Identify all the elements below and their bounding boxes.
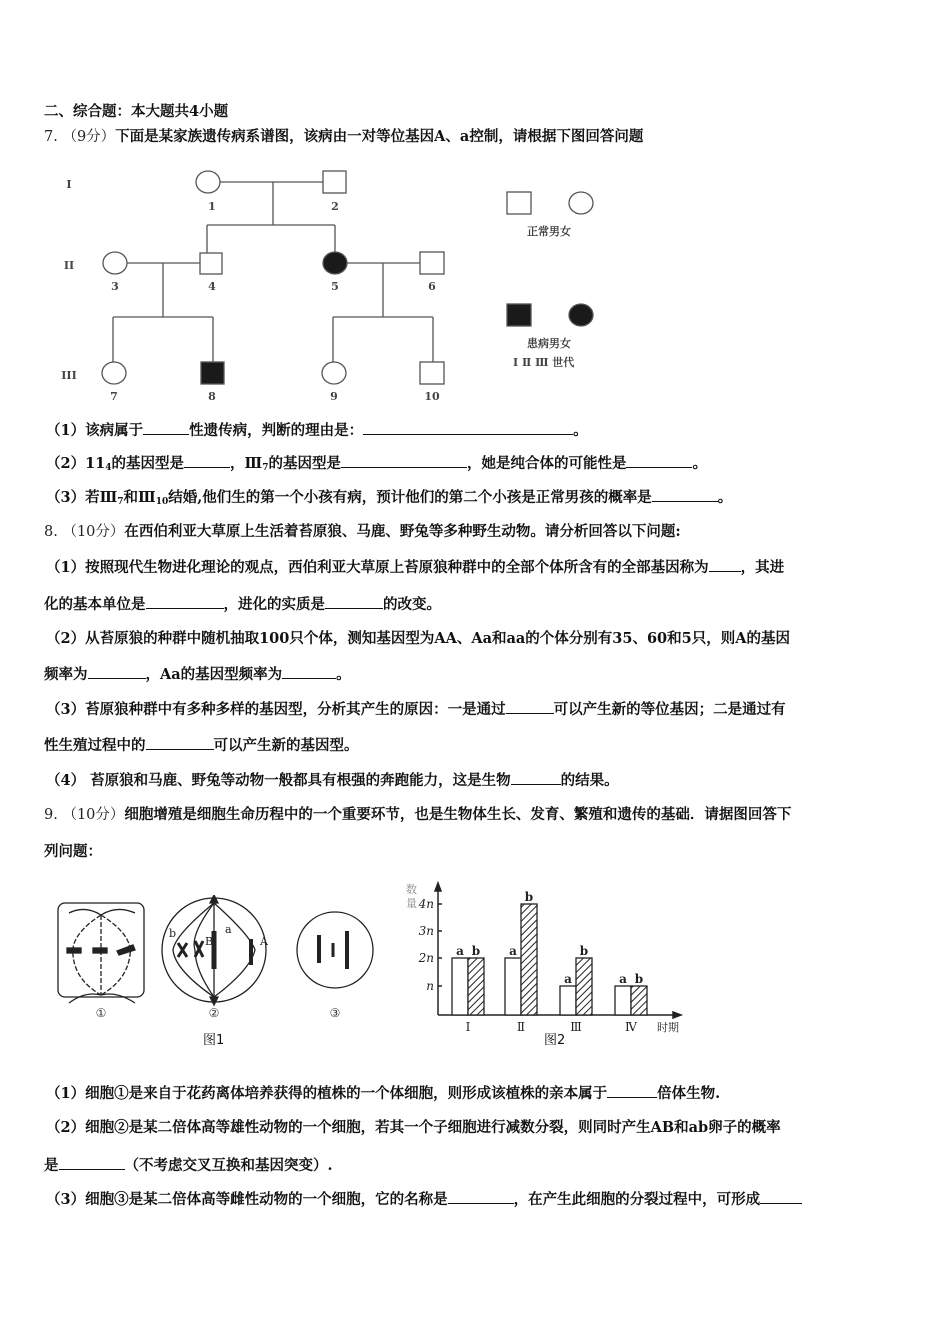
bar-I-a — [452, 958, 468, 1015]
answer-blank[interactable] — [448, 1189, 514, 1204]
bar-III-a — [560, 986, 576, 1015]
bar-III-b — [576, 958, 592, 1015]
bar-II-a — [505, 958, 521, 1015]
svg-text:7: 7 — [110, 390, 118, 403]
svg-text:4n: 4n — [418, 897, 434, 911]
q9-sub1: （1）细胞①是来自于花药离体培养获得的植株的一个体细胞，则形成该植株的亲本属于 倍体生物. — [46, 1085, 721, 1102]
svg-text:时期: 时期 — [657, 1021, 679, 1034]
individual-10-male — [420, 362, 444, 384]
svg-text:a: a — [456, 944, 464, 958]
svg-text:a: a — [225, 923, 232, 936]
svg-text:Ⅳ: Ⅳ — [625, 1020, 637, 1034]
individual-1-female — [196, 171, 220, 193]
svg-text:3n: 3n — [418, 924, 434, 938]
svg-text:b: b — [634, 972, 644, 986]
q8-sub3-line2: 性生殖过程中的 可以产生新的基因型。 — [44, 737, 359, 754]
answer-blank[interactable] — [88, 664, 146, 679]
q9-sub2-line2: 是 （不考虑交叉互换和基因突变）. — [44, 1157, 333, 1174]
legend-affected: 患病男女 — [527, 337, 571, 350]
q7-number: 7. — [44, 129, 58, 145]
bar-I-b — [468, 958, 484, 1015]
answer-blank[interactable] — [59, 1155, 125, 1170]
answer-blank[interactable] — [146, 594, 224, 609]
svg-text:I: I — [66, 178, 72, 191]
q7-sub1: （1）该病属于 性遗传病，判断的理由是： 。 — [46, 422, 588, 439]
svg-text:b: b — [579, 944, 589, 958]
q9-sub3: （3）细胞③是某二倍体高等雌性动物的一个细胞，它的名称是 ，在产生此细胞的分裂过程中，可形成 — [46, 1189, 802, 1210]
svg-text:b: b — [524, 890, 534, 904]
q8-sub2-line2: 频率为 ，Aa的基因型频率为 。 — [44, 666, 351, 683]
svg-text:III: III — [61, 369, 77, 382]
answer-blank[interactable] — [652, 487, 718, 502]
legend-normal: 正常男女 — [527, 225, 571, 238]
svg-text:6: 6 — [428, 280, 436, 293]
section-heading: 二、综合题：本大题共4小题 — [44, 103, 229, 120]
svg-text:n: n — [426, 979, 434, 993]
q7-stem-line — [44, 127, 643, 147]
answer-blank[interactable] — [506, 699, 554, 714]
q8-sub3-line1: （3）苔原狼种群中有多种多样的基因型，分析其产生的原因：一是通过 可以产生新的等位基因；二是通过有 — [46, 701, 786, 718]
figure-1-caption: 图1 — [203, 1033, 225, 1048]
bar-IV-a — [615, 986, 631, 1015]
individual-2-male — [323, 171, 346, 193]
bar-II-b — [521, 904, 537, 1015]
q7-score: （9分） — [62, 129, 116, 145]
svg-text:2n: 2n — [418, 951, 434, 965]
answer-blank[interactable] — [282, 664, 336, 679]
individual-5-female-affected — [323, 252, 347, 274]
svg-text:量: 量 — [406, 897, 417, 910]
svg-text:b: b — [471, 944, 481, 958]
svg-text:8: 8 — [208, 390, 216, 403]
svg-text:B: B — [205, 935, 214, 948]
svg-text:9: 9 — [330, 390, 338, 403]
svg-text:b: b — [169, 927, 177, 940]
svg-text:Ⅲ: Ⅲ — [570, 1020, 582, 1034]
svg-text:10: 10 — [424, 390, 440, 403]
svg-text:Ⅱ: Ⅱ — [516, 1020, 526, 1034]
answer-blank[interactable] — [184, 453, 230, 468]
figure-2-bar-chart — [390, 875, 700, 1035]
svg-text:a: a — [564, 972, 572, 986]
answer-blank[interactable] — [363, 420, 573, 435]
q8-sub4: （4） 苔原狼和马鹿、野兔等动物一般都具有根强的奔跑能力，这是生物 的结果。 — [46, 772, 619, 789]
svg-text:A: A — [260, 935, 268, 948]
pedigree-legend — [507, 192, 593, 326]
cell-3 — [297, 912, 373, 988]
answer-blank[interactable] — [626, 453, 692, 468]
svg-text:a: a — [619, 972, 627, 986]
svg-text:4: 4 — [208, 280, 216, 293]
svg-text:①: ① — [95, 1006, 107, 1020]
svg-text:数: 数 — [406, 883, 417, 896]
answer-blank[interactable] — [341, 453, 467, 468]
individual-4-male — [200, 253, 222, 274]
cell-1 — [58, 903, 144, 1003]
answer-blank[interactable] — [511, 770, 561, 785]
q8-stem-line: 8. （10分）在西伯利亚大草原上生活着苔原狼、马鹿、野兔等多种野生动物。请分析回答以下问题: — [44, 523, 681, 540]
individual-7-female — [102, 362, 126, 384]
q7-sub3: （3）若$Ⅲ_7$和$Ⅲ_{10}$结婚,他们生的第一个小孩有病，预计他们的第二个小孩是正常男孩的概率是 。 — [46, 489, 733, 507]
q8-sub1-line1: （1）按照现代生物进化理论的观点，西伯利亚大草原上苔原狼种群中的全部个体所含有的全部基因称为 ，其进 — [46, 559, 785, 576]
legend-generations: Ⅰ Ⅱ Ⅲ 世代 — [513, 356, 575, 369]
svg-text:②: ② — [208, 1006, 220, 1020]
q8-sub1-line2: 化的基本单位是 ，进化的实质是 的改变。 — [44, 596, 441, 613]
individual-8-male-affected — [201, 362, 224, 384]
answer-blank[interactable] — [760, 1189, 802, 1204]
q7-stem: 下面是某家族遗传病系谱图，该病由一对等位基因A、a控制，请根据下图回答问题 — [115, 128, 644, 145]
answer-blank[interactable] — [143, 420, 189, 435]
answer-blank[interactable] — [709, 557, 741, 572]
individual-6-male — [420, 252, 444, 274]
answer-blank[interactable] — [325, 594, 383, 609]
q8-sub2-line1: （2）从苔原狼的种群中随机抽取100只个体，测知基因型为AA、Aa和aa的个体分别有35、60和5只，则A的基因 — [46, 630, 790, 647]
cell-2 — [162, 895, 266, 1005]
svg-text:3: 3 — [111, 280, 119, 293]
q9-stem-line: 9. （10分）细胞增殖是细胞生命历程中的一个重要环节，也是生物体生长、发育、繁殖和遗传的基础．请据图回答下 — [44, 806, 792, 823]
q9-stem-line2: 列问题： — [44, 843, 102, 860]
svg-text:5: 5 — [331, 280, 339, 293]
svg-text:1: 1 — [208, 200, 216, 213]
svg-text:Ⅰ: Ⅰ — [465, 1020, 471, 1034]
q7-sub2: $(2)11_4$的基因型是 ，$Ⅲ_7$的基因型是 ，她是纯合体的可能性是 。 — [46, 455, 707, 473]
individual-9-female — [322, 362, 346, 384]
answer-blank[interactable] — [607, 1083, 657, 1098]
figure-1-cells — [55, 895, 375, 1025]
answer-blank[interactable] — [146, 735, 214, 750]
svg-text:③: ③ — [329, 1006, 341, 1020]
individual-3-female — [103, 252, 127, 274]
svg-text:2: 2 — [331, 200, 339, 213]
q9-sub2-line1: （2）细胞②是某二倍体高等雄性动物的一个细胞，若其一个子细胞进行减数分裂，则同时产生AB和ab卵子的概率 — [46, 1119, 781, 1136]
figure-2-caption: 图2 — [544, 1033, 566, 1048]
bar-IV-b — [631, 986, 647, 1015]
svg-text:II: II — [63, 259, 75, 272]
svg-text:a: a — [509, 944, 517, 958]
